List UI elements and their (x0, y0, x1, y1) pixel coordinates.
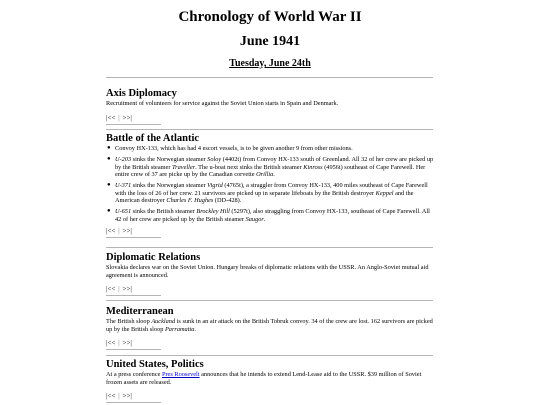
nav-next-link[interactable]: > (122, 339, 127, 348)
section-mediterranean (106, 306, 436, 350)
section-text: At a press conference Pres Roosevelt announces that he intends to extend Lend-Lease aid to the USSR. $39 million of Soviet frozen assets are released. (106, 371, 422, 386)
section-heading: Battle of the Atlantic (106, 133, 200, 144)
list-item (107, 145, 436, 153)
divider (106, 77, 433, 78)
section-text: Recruitment of volunteers for service against the Soviet Union starts in Spain and Denmark. (106, 100, 339, 107)
divider (106, 300, 433, 301)
text-run: is sunk in an air attack on the British Tobruk convoy. 34 of the crew are lost. 162 survivors are picked up by the British sloop (106, 318, 433, 333)
nav-first-link[interactable]: |< (106, 226, 112, 235)
date-heading: Tuesday, June 24th (229, 58, 311, 69)
ship-name: Charles F. Hughes (166, 197, 214, 205)
section-text (106, 318, 436, 333)
bullet-icon: ● (107, 155, 111, 162)
ship-name: U-371 (115, 182, 132, 190)
text-run: sinks the Norwegian steamer (131, 155, 208, 163)
text-run: . (194, 325, 196, 333)
nav-separator: | (116, 392, 122, 401)
nav-divider (106, 349, 161, 350)
nav-last-link[interactable]: >| (126, 226, 132, 235)
text-run: The British sloop (106, 318, 152, 325)
event-list (106, 145, 436, 224)
text-run: . (263, 215, 266, 223)
divider (106, 355, 433, 356)
ship-name: Keppel (375, 189, 394, 197)
ship-name: Saugor (245, 215, 264, 223)
bullet-icon: ● (107, 208, 111, 215)
text-run: . (273, 171, 275, 179)
page-title: Chronology of World War II (178, 9, 362, 25)
pres-roosevelt-link[interactable]: Pres Roosevelt (161, 371, 200, 378)
nav-separator: | (116, 339, 122, 348)
nav-first-link[interactable]: |< (106, 392, 112, 401)
ship-name: Parramatta (164, 325, 195, 333)
text-run: sinks the Norwegian steamer (131, 182, 208, 190)
section-heading: Mediterranean (106, 306, 174, 317)
nav-first-link[interactable]: |< (106, 285, 112, 294)
list-item (107, 182, 436, 205)
nav-divider (106, 402, 161, 403)
nav-bar (106, 227, 436, 235)
nav-first-link[interactable]: |< (106, 113, 112, 122)
nav-prev-link[interactable]: < (111, 285, 116, 294)
text-run: (4765t), a straggler from Convoy HX-133, 400 miles southeast of Cape Farewell with the loss of 26 of her crew. 21 survivors are picked up in separate lifeboats by the British destroyer (115, 182, 428, 197)
nav-separator: | (116, 226, 122, 235)
list-item (107, 208, 436, 223)
text-run: (4402t) from Convoy HX-133 south of Greenland. All 32 of her crew are picked up by the British steamer (115, 155, 434, 171)
nav-separator: | (116, 113, 122, 122)
nav-last-link[interactable]: >| (126, 339, 132, 348)
nav-prev-link[interactable]: < (111, 113, 116, 122)
section-diplomatic-relations (106, 252, 436, 296)
nav-next-link[interactable]: > (122, 285, 127, 294)
ship-name: Brockley Hill (196, 208, 230, 216)
nav-first-link[interactable]: |< (106, 339, 112, 348)
nav-next-link[interactable]: > (122, 113, 127, 122)
ship-name: U-651 (115, 208, 132, 216)
nav-next-link[interactable]: > (122, 392, 127, 401)
bullet-icon: ● (107, 145, 111, 151)
nav-prev-link[interactable]: < (111, 339, 116, 348)
section-battle-of-atlantic (106, 133, 436, 238)
month-heading: June 1941 (239, 34, 301, 49)
text-run: (5297t), also straggling from Convoy HX-133, southeast of Cape Farewell. All 42 of her crew are picked up by the British steamer (115, 208, 430, 223)
section-heading: Axis Diplomacy (106, 88, 177, 99)
section-us-politics (106, 359, 436, 403)
ship-name: Traveller (172, 163, 196, 171)
divider (106, 129, 433, 130)
nav-prev-link[interactable]: < (111, 226, 116, 235)
nav-bar (106, 114, 436, 122)
ship-name: Orillia (256, 171, 274, 179)
ship-name: Auckland (151, 318, 176, 325)
ship-name: Vigrid (207, 182, 223, 190)
bullet-icon: ● (107, 182, 111, 189)
nav-bar (106, 285, 436, 293)
section-axis-diplomacy (106, 88, 436, 125)
nav-bar (106, 392, 436, 400)
nav-last-link[interactable]: >| (126, 392, 132, 401)
section-heading: United States, Politics (106, 359, 204, 370)
nav-prev-link[interactable]: < (111, 392, 116, 401)
divider (106, 247, 433, 248)
ship-name: Soloy (207, 155, 222, 163)
nav-last-link[interactable]: >| (126, 113, 132, 122)
text-run: . The u-boat next sinks the British steamer (195, 163, 304, 171)
nav-divider (106, 237, 161, 238)
text-run: and the American destroyer (115, 189, 414, 205)
nav-divider (106, 124, 161, 125)
nav-next-link[interactable]: > (122, 226, 127, 235)
section-text: Slovakia declares war on the Soviet Union. Hungary breaks of diplomatic relations with the USSR. An Anglo-Soviet mutual aid agreement is announced. (106, 264, 429, 279)
text-run: Convoy HX-133, which has had 4 escort vessels, is to be given another 9 from other missions. (115, 145, 353, 152)
text-run: sinks the British steamer (131, 208, 197, 216)
nav-bar (106, 339, 436, 347)
nav-separator: | (116, 285, 122, 294)
text-run: (DD-428). (213, 197, 242, 205)
nav-last-link[interactable]: >| (126, 285, 132, 294)
nav-divider (106, 295, 161, 296)
ship-name: U-203 (115, 155, 132, 163)
ship-name: Kinross (303, 163, 323, 171)
section-heading: Diplomatic Relations (106, 252, 201, 263)
list-item (107, 155, 436, 179)
text-run: (4956t) southeast of Cape Farewell. Her entire crew of 37 are picke up by the Canadian corvette (115, 163, 426, 179)
